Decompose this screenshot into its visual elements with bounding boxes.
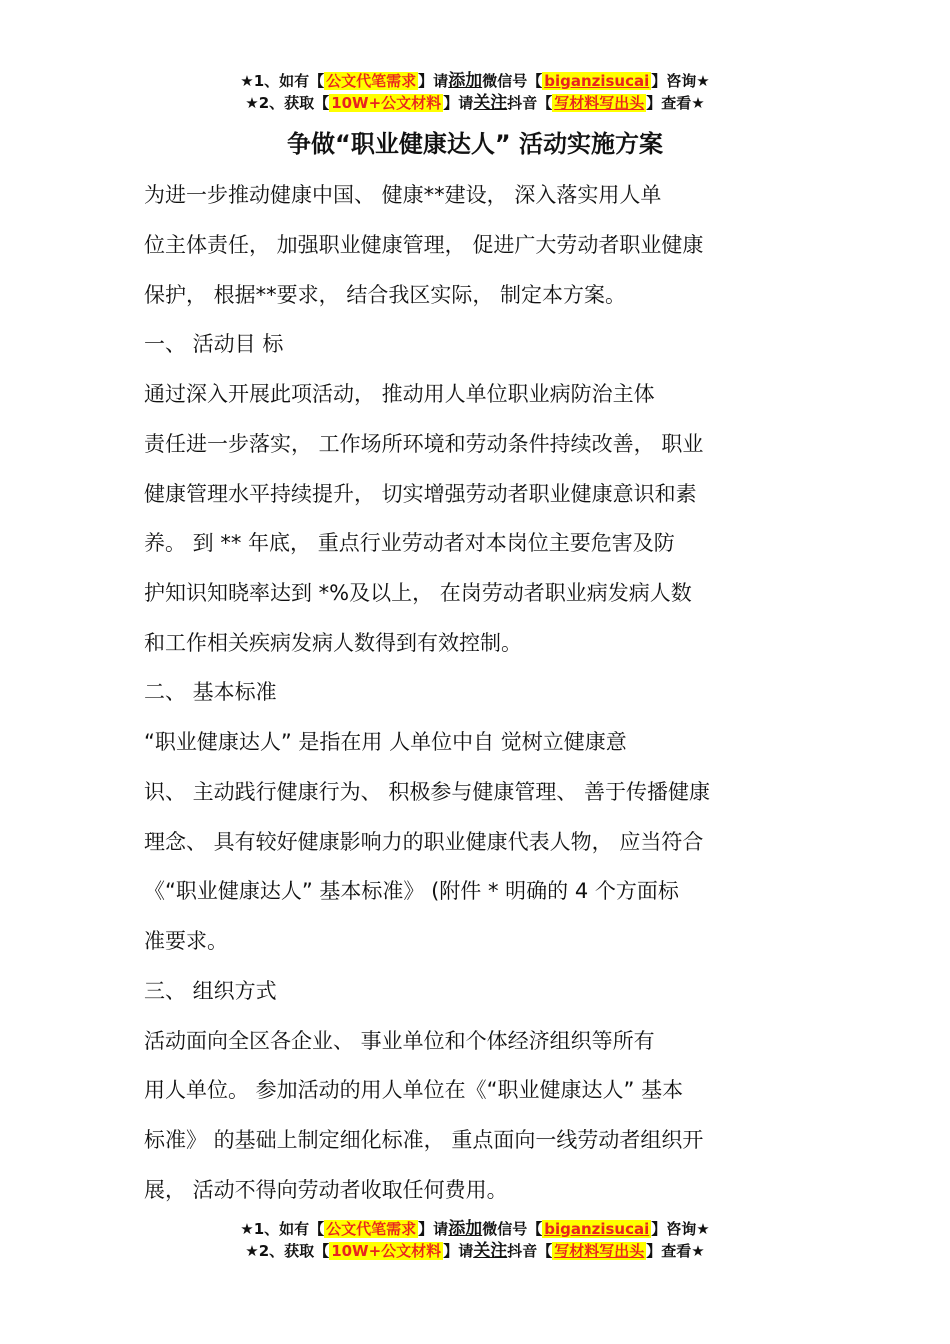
douyin-account-link[interactable]: 写材料写出头 [554, 1242, 645, 1260]
section-heading: 一、 活动目 标 [144, 332, 284, 356]
body-line: 《“职业健康达人” 基本标准》 (附件 * 明确的 4 个方面标 [144, 879, 679, 903]
body-line: 和工作相关疾病发病人数得到有效控制。 [144, 631, 522, 655]
body-line: 为进一步推动健康中国、 健康**建设， 深入落实用人单 [144, 183, 662, 207]
promo-text: 】请 [443, 1242, 474, 1260]
promo-text: 抖音【 [507, 1242, 553, 1260]
promo-line-2 [0, 92, 950, 114]
promo-text: 】请 [443, 94, 474, 112]
promo-text: 微信号【 [482, 1220, 543, 1238]
promo-highlight: 10W+公文材料 [331, 94, 442, 112]
promo-highlight: 公文代笔需求 [326, 72, 417, 90]
body-line: 活动面向全区各企业、 事业单位和个体经济组织等所有 [144, 1029, 655, 1053]
body-line: 理念、 具有较好健康影响力的职业健康代表人物， 应当符合 [144, 830, 704, 854]
promo-prefix: ★2、获取【 [245, 94, 330, 112]
promo-line-1 [0, 70, 950, 92]
promo-line-1 [0, 1218, 950, 1240]
promo-suffix: 】查看★ [646, 1242, 705, 1260]
promo-suffix: 】咨询★ [651, 72, 710, 90]
promo-text: 】请 [418, 1220, 449, 1238]
body-line: 责任进一步落实， 工作场所环境和劳动条件持续改善， 职业 [144, 432, 704, 456]
body-line: 位主体责任， 加强职业健康管理， 促进广大劳动者职业健康 [144, 233, 704, 257]
promo-prefix: ★1、如有【 [240, 1220, 325, 1238]
promo-emphasis: 添加 [448, 1219, 483, 1239]
body-line: 健康管理水平持续提升， 切实增强劳动者职业健康意识和素 [144, 482, 697, 506]
promo-prefix: ★1、如有【 [240, 72, 325, 90]
promo-banner-bottom [0, 1218, 950, 1262]
body-line: 准要求。 [144, 929, 228, 953]
body-line: “职业健康达人” 是指在用 人单位中自 觉树立健康意 [144, 730, 627, 754]
promo-emphasis: 添加 [448, 71, 483, 91]
promo-suffix: 】咨询★ [651, 1220, 710, 1238]
wechat-id-link[interactable]: biganzisucai [544, 1220, 650, 1238]
promo-emphasis: 关注 [473, 1241, 508, 1261]
promo-highlight: 10W+公文材料 [331, 1242, 442, 1260]
section-heading: 二、 基本标准 [144, 680, 277, 704]
promo-text: 微信号【 [482, 72, 543, 90]
body-line: 识、 主动践行健康行为、 积极参与健康管理、 善于传播健康 [144, 780, 711, 804]
douyin-account-link[interactable]: 写材料写出头 [554, 94, 645, 112]
promo-text: 抖音【 [507, 94, 553, 112]
promo-text: 】请 [418, 72, 449, 90]
body-line: 护知识知晓率达到 *%及以上， 在岗劳动者职业病发病人数 [144, 581, 692, 605]
body-line: 保护， 根据**要求， 结合我区实际， 制定本方案。 [144, 283, 627, 307]
promo-emphasis: 关注 [473, 93, 508, 113]
wechat-id-link[interactable]: biganzisucai [544, 72, 650, 90]
body-line: 通过深入开展此项活动， 推动用人单位职业病防治主体 [144, 382, 655, 406]
document-title: 争做“职业健康达人” 活动实施方案 [287, 130, 663, 158]
body-line: 用人单位。 参加活动的用人单位在《“职业健康达人” 基本 [144, 1078, 684, 1102]
promo-highlight: 公文代笔需求 [326, 1220, 417, 1238]
promo-banner-top [0, 70, 950, 114]
body-line: 展， 活动不得向劳动者收取任何费用。 [144, 1178, 508, 1202]
promo-line-2 [0, 1240, 950, 1262]
section-heading: 三、 组织方式 [144, 979, 277, 1003]
promo-prefix: ★2、获取【 [245, 1242, 330, 1260]
body-line: 标准》 的基础上制定细化标准， 重点面向一线劳动者组织开 [144, 1128, 704, 1152]
promo-suffix: 】查看★ [646, 94, 705, 112]
body-line: 养。 到 ** 年底， 重点行业劳动者对本岗位主要危害及防 [144, 531, 675, 555]
